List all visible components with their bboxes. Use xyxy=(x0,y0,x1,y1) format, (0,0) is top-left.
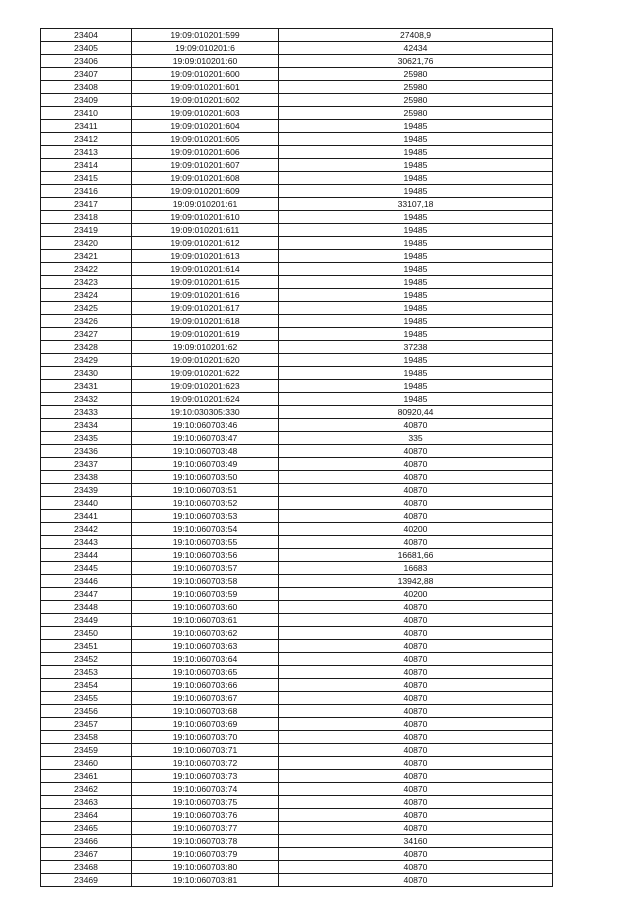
table-row xyxy=(41,458,553,471)
row-number-cell: 23424 xyxy=(41,289,132,302)
cadastral-number-cell: 19:09:010201:616 xyxy=(132,289,279,302)
cadastral-number-cell: 19:10:060703:71 xyxy=(132,744,279,757)
cadastral-number-cell: 19:09:010201:602 xyxy=(132,94,279,107)
value-cell: 40870 xyxy=(279,796,553,809)
value-cell: 34160 xyxy=(279,835,553,848)
row-number-cell: 23408 xyxy=(41,81,132,94)
cadastral-number-cell: 19:10:060703:72 xyxy=(132,757,279,770)
row-number-cell: 23431 xyxy=(41,380,132,393)
cadastral-number-cell: 19:10:060703:70 xyxy=(132,731,279,744)
row-number-cell: 23416 xyxy=(41,185,132,198)
row-number-cell: 23464 xyxy=(41,809,132,822)
row-number-cell: 23417 xyxy=(41,198,132,211)
cadastral-number-cell: 19:09:010201:612 xyxy=(132,237,279,250)
table-row xyxy=(41,835,553,848)
table-row xyxy=(41,536,553,549)
value-cell: 40870 xyxy=(279,679,553,692)
row-number-cell: 23468 xyxy=(41,861,132,874)
value-cell: 19485 xyxy=(279,367,553,380)
cadastral-number-cell: 19:10:060703:68 xyxy=(132,705,279,718)
value-cell: 19485 xyxy=(279,146,553,159)
row-number-cell: 23466 xyxy=(41,835,132,848)
cadastral-number-cell: 19:09:010201:60 xyxy=(132,55,279,68)
row-number-cell: 23439 xyxy=(41,484,132,497)
cadastral-number-cell: 19:10:060703:48 xyxy=(132,445,279,458)
value-cell: 40870 xyxy=(279,497,553,510)
cadastral-number-cell: 19:10:060703:55 xyxy=(132,536,279,549)
row-number-cell: 23432 xyxy=(41,393,132,406)
table-row xyxy=(41,484,553,497)
table-row xyxy=(41,354,553,367)
cadastral-number-cell: 19:10:060703:57 xyxy=(132,562,279,575)
value-cell: 40870 xyxy=(279,445,553,458)
cadastral-number-cell: 19:10:060703:81 xyxy=(132,874,279,887)
cadastral-number-cell: 19:10:060703:78 xyxy=(132,835,279,848)
row-number-cell: 23426 xyxy=(41,315,132,328)
row-number-cell: 23423 xyxy=(41,276,132,289)
value-cell: 40870 xyxy=(279,783,553,796)
cadastral-number-cell: 19:10:060703:56 xyxy=(132,549,279,562)
cadastral-number-cell: 19:10:060703:80 xyxy=(132,861,279,874)
value-cell: 19485 xyxy=(279,354,553,367)
value-cell: 19485 xyxy=(279,302,553,315)
cadastral-number-cell: 19:10:060703:66 xyxy=(132,679,279,692)
row-number-cell: 23434 xyxy=(41,419,132,432)
row-number-cell: 23407 xyxy=(41,68,132,81)
table-row xyxy=(41,81,553,94)
cadastral-number-cell: 19:09:010201:607 xyxy=(132,159,279,172)
cadastral-number-cell: 19:09:010201:623 xyxy=(132,380,279,393)
row-number-cell: 23437 xyxy=(41,458,132,471)
value-cell: 19485 xyxy=(279,263,553,276)
cadastral-number-cell: 19:09:010201:62 xyxy=(132,341,279,354)
cadastral-number-cell: 19:09:010201:605 xyxy=(132,133,279,146)
value-cell: 40870 xyxy=(279,614,553,627)
row-number-cell: 23415 xyxy=(41,172,132,185)
table-row xyxy=(41,172,553,185)
row-number-cell: 23412 xyxy=(41,133,132,146)
row-number-cell: 23456 xyxy=(41,705,132,718)
row-number-cell: 23411 xyxy=(41,120,132,133)
cadastral-number-cell: 19:09:010201:6 xyxy=(132,42,279,55)
cadastral-number-cell: 19:10:060703:74 xyxy=(132,783,279,796)
table-row xyxy=(41,627,553,640)
cadastral-number-cell: 19:10:060703:54 xyxy=(132,523,279,536)
value-cell: 40200 xyxy=(279,523,553,536)
value-cell: 40870 xyxy=(279,510,553,523)
value-cell: 19485 xyxy=(279,328,553,341)
table-row xyxy=(41,783,553,796)
cadastral-number-cell: 19:10:060703:75 xyxy=(132,796,279,809)
value-cell: 16681,66 xyxy=(279,549,553,562)
table-row xyxy=(41,640,553,653)
value-cell: 40200 xyxy=(279,588,553,601)
value-cell: 25980 xyxy=(279,107,553,120)
value-cell: 40870 xyxy=(279,536,553,549)
cadastral-number-cell: 19:09:010201:619 xyxy=(132,328,279,341)
value-cell: 19485 xyxy=(279,393,553,406)
table-row xyxy=(41,445,553,458)
value-cell: 40870 xyxy=(279,744,553,757)
table-row xyxy=(41,471,553,484)
row-number-cell: 23447 xyxy=(41,588,132,601)
value-cell: 30621,76 xyxy=(279,55,553,68)
table-row xyxy=(41,575,553,588)
cadastral-number-cell: 19:10:060703:51 xyxy=(132,484,279,497)
value-cell: 19485 xyxy=(279,250,553,263)
table-row xyxy=(41,588,553,601)
cadastral-number-cell: 19:10:060703:49 xyxy=(132,458,279,471)
table-body xyxy=(41,29,553,887)
row-number-cell: 23430 xyxy=(41,367,132,380)
table-row xyxy=(41,705,553,718)
value-cell: 19485 xyxy=(279,159,553,172)
table-row xyxy=(41,146,553,159)
cadastral-number-cell: 19:09:010201:614 xyxy=(132,263,279,276)
row-number-cell: 23445 xyxy=(41,562,132,575)
cadastral-number-cell: 19:09:010201:611 xyxy=(132,224,279,237)
cadastral-number-cell: 19:10:060703:77 xyxy=(132,822,279,835)
cadastral-number-cell: 19:10:060703:52 xyxy=(132,497,279,510)
table-row xyxy=(41,562,553,575)
table-row xyxy=(41,94,553,107)
row-number-cell: 23451 xyxy=(41,640,132,653)
row-number-cell: 23421 xyxy=(41,250,132,263)
cadastral-number-cell: 19:10:060703:53 xyxy=(132,510,279,523)
cadastral-number-cell: 19:09:010201:617 xyxy=(132,302,279,315)
cadastral-number-cell: 19:10:060703:60 xyxy=(132,601,279,614)
table-row xyxy=(41,185,553,198)
row-number-cell: 23440 xyxy=(41,497,132,510)
table-row xyxy=(41,406,553,419)
cadastral-number-cell: 19:09:010201:601 xyxy=(132,81,279,94)
table-row xyxy=(41,42,553,55)
table-row xyxy=(41,848,553,861)
row-number-cell: 23453 xyxy=(41,666,132,679)
table-row xyxy=(41,198,553,211)
table-row xyxy=(41,133,553,146)
table-row xyxy=(41,731,553,744)
table-row xyxy=(41,653,553,666)
value-cell: 80920,44 xyxy=(279,406,553,419)
cadastral-number-cell: 19:10:060703:50 xyxy=(132,471,279,484)
row-number-cell: 23441 xyxy=(41,510,132,523)
value-cell: 335 xyxy=(279,432,553,445)
value-cell: 19485 xyxy=(279,211,553,224)
table-row xyxy=(41,250,553,263)
table-row xyxy=(41,523,553,536)
row-number-cell: 23433 xyxy=(41,406,132,419)
table-row xyxy=(41,822,553,835)
value-cell: 40870 xyxy=(279,627,553,640)
cadastral-number-cell: 19:09:010201:624 xyxy=(132,393,279,406)
table-row xyxy=(41,497,553,510)
value-cell: 40870 xyxy=(279,601,553,614)
row-number-cell: 23458 xyxy=(41,731,132,744)
row-number-cell: 23443 xyxy=(41,536,132,549)
cadastral-value-table xyxy=(40,28,553,887)
row-number-cell: 23436 xyxy=(41,445,132,458)
value-cell: 40870 xyxy=(279,640,553,653)
value-cell: 40870 xyxy=(279,471,553,484)
table-row xyxy=(41,549,553,562)
cadastral-number-cell: 19:10:060703:73 xyxy=(132,770,279,783)
value-cell: 40870 xyxy=(279,666,553,679)
cadastral-number-cell: 19:10:060703:64 xyxy=(132,653,279,666)
value-cell: 16683 xyxy=(279,562,553,575)
cadastral-number-cell: 19:09:010201:606 xyxy=(132,146,279,159)
table-row xyxy=(41,718,553,731)
table-row xyxy=(41,276,553,289)
table-row xyxy=(41,328,553,341)
row-number-cell: 23419 xyxy=(41,224,132,237)
cadastral-number-cell: 19:09:010201:622 xyxy=(132,367,279,380)
cadastral-number-cell: 19:09:010201:599 xyxy=(132,29,279,42)
value-cell: 40870 xyxy=(279,770,553,783)
table-row xyxy=(41,796,553,809)
row-number-cell: 23438 xyxy=(41,471,132,484)
value-cell: 37238 xyxy=(279,341,553,354)
cadastral-number-cell: 19:09:010201:620 xyxy=(132,354,279,367)
row-number-cell: 23427 xyxy=(41,328,132,341)
value-cell: 19485 xyxy=(279,224,553,237)
table-row xyxy=(41,315,553,328)
table-row xyxy=(41,159,553,172)
table-row xyxy=(41,874,553,887)
cadastral-number-cell: 19:09:010201:608 xyxy=(132,172,279,185)
value-cell: 40870 xyxy=(279,757,553,770)
value-cell: 19485 xyxy=(279,185,553,198)
table-row xyxy=(41,302,553,315)
value-cell: 40870 xyxy=(279,653,553,666)
row-number-cell: 23469 xyxy=(41,874,132,887)
value-cell: 40870 xyxy=(279,718,553,731)
cadastral-number-cell: 19:09:010201:609 xyxy=(132,185,279,198)
row-number-cell: 23450 xyxy=(41,627,132,640)
table-row xyxy=(41,263,553,276)
table-row xyxy=(41,55,553,68)
table-row xyxy=(41,29,553,42)
table-row xyxy=(41,770,553,783)
cadastral-number-cell: 19:10:060703:65 xyxy=(132,666,279,679)
row-number-cell: 23406 xyxy=(41,55,132,68)
cadastral-number-cell: 19:10:060703:58 xyxy=(132,575,279,588)
cadastral-number-cell: 19:09:010201:604 xyxy=(132,120,279,133)
row-number-cell: 23462 xyxy=(41,783,132,796)
row-number-cell: 23465 xyxy=(41,822,132,835)
table-row xyxy=(41,107,553,120)
value-cell: 40870 xyxy=(279,705,553,718)
table-row xyxy=(41,419,553,432)
row-number-cell: 23442 xyxy=(41,523,132,536)
value-cell: 25980 xyxy=(279,68,553,81)
value-cell: 40870 xyxy=(279,484,553,497)
value-cell: 25980 xyxy=(279,94,553,107)
row-number-cell: 23461 xyxy=(41,770,132,783)
row-number-cell: 23457 xyxy=(41,718,132,731)
row-number-cell: 23420 xyxy=(41,237,132,250)
value-cell: 19485 xyxy=(279,120,553,133)
table-row xyxy=(41,68,553,81)
table-row xyxy=(41,861,553,874)
cadastral-number-cell: 19:10:060703:59 xyxy=(132,588,279,601)
row-number-cell: 23448 xyxy=(41,601,132,614)
cadastral-number-cell: 19:10:060703:69 xyxy=(132,718,279,731)
table-row xyxy=(41,341,553,354)
cadastral-number-cell: 19:09:010201:603 xyxy=(132,107,279,120)
value-cell: 19485 xyxy=(279,237,553,250)
row-number-cell: 23429 xyxy=(41,354,132,367)
row-number-cell: 23459 xyxy=(41,744,132,757)
value-cell: 40870 xyxy=(279,861,553,874)
row-number-cell: 23405 xyxy=(41,42,132,55)
cadastral-number-cell: 19:10:060703:62 xyxy=(132,627,279,640)
row-number-cell: 23444 xyxy=(41,549,132,562)
value-cell: 42434 xyxy=(279,42,553,55)
row-number-cell: 23449 xyxy=(41,614,132,627)
cadastral-number-cell: 19:10:060703:79 xyxy=(132,848,279,861)
value-cell: 19485 xyxy=(279,133,553,146)
value-cell: 19485 xyxy=(279,172,553,185)
cadastral-number-cell: 19:10:060703:61 xyxy=(132,614,279,627)
row-number-cell: 23452 xyxy=(41,653,132,666)
value-cell: 13942,88 xyxy=(279,575,553,588)
value-cell: 19485 xyxy=(279,289,553,302)
value-cell: 40870 xyxy=(279,874,553,887)
table-row xyxy=(41,744,553,757)
table-row xyxy=(41,367,553,380)
table-row xyxy=(41,679,553,692)
cadastral-number-cell: 19:10:030305:330 xyxy=(132,406,279,419)
row-number-cell: 23454 xyxy=(41,679,132,692)
table-row xyxy=(41,692,553,705)
row-number-cell: 23463 xyxy=(41,796,132,809)
table-row xyxy=(41,432,553,445)
table-row xyxy=(41,380,553,393)
value-cell: 40870 xyxy=(279,731,553,744)
cadastral-number-cell: 19:09:010201:618 xyxy=(132,315,279,328)
table-row xyxy=(41,237,553,250)
cadastral-number-cell: 19:10:060703:46 xyxy=(132,419,279,432)
value-cell: 40870 xyxy=(279,692,553,705)
value-cell: 19485 xyxy=(279,315,553,328)
row-number-cell: 23410 xyxy=(41,107,132,120)
cadastral-number-cell: 19:09:010201:610 xyxy=(132,211,279,224)
row-number-cell: 23404 xyxy=(41,29,132,42)
value-cell: 40870 xyxy=(279,458,553,471)
table-row xyxy=(41,393,553,406)
cadastral-number-cell: 19:10:060703:63 xyxy=(132,640,279,653)
value-cell: 40870 xyxy=(279,848,553,861)
table-row xyxy=(41,809,553,822)
value-cell: 19485 xyxy=(279,276,553,289)
cadastral-number-cell: 19:09:010201:613 xyxy=(132,250,279,263)
value-cell: 40870 xyxy=(279,419,553,432)
row-number-cell: 23428 xyxy=(41,341,132,354)
table-row xyxy=(41,666,553,679)
table-row xyxy=(41,224,553,237)
value-cell: 27408,9 xyxy=(279,29,553,42)
value-cell: 40870 xyxy=(279,809,553,822)
cadastral-number-cell: 19:09:010201:600 xyxy=(132,68,279,81)
value-cell: 19485 xyxy=(279,380,553,393)
table-row xyxy=(41,601,553,614)
row-number-cell: 23455 xyxy=(41,692,132,705)
cadastral-number-cell: 19:09:010201:615 xyxy=(132,276,279,289)
row-number-cell: 23425 xyxy=(41,302,132,315)
table-row xyxy=(41,289,553,302)
value-cell: 40870 xyxy=(279,822,553,835)
row-number-cell: 23435 xyxy=(41,432,132,445)
table-row xyxy=(41,510,553,523)
row-number-cell: 23446 xyxy=(41,575,132,588)
cadastral-number-cell: 19:10:060703:47 xyxy=(132,432,279,445)
row-number-cell: 23467 xyxy=(41,848,132,861)
value-cell: 33107,18 xyxy=(279,198,553,211)
row-number-cell: 23414 xyxy=(41,159,132,172)
row-number-cell: 23409 xyxy=(41,94,132,107)
cadastral-number-cell: 19:10:060703:67 xyxy=(132,692,279,705)
row-number-cell: 23460 xyxy=(41,757,132,770)
table-row xyxy=(41,120,553,133)
table-row xyxy=(41,757,553,770)
cadastral-number-cell: 19:10:060703:76 xyxy=(132,809,279,822)
cadastral-number-cell: 19:09:010201:61 xyxy=(132,198,279,211)
row-number-cell: 23418 xyxy=(41,211,132,224)
table-row xyxy=(41,211,553,224)
value-cell: 25980 xyxy=(279,81,553,94)
table-row xyxy=(41,614,553,627)
row-number-cell: 23413 xyxy=(41,146,132,159)
row-number-cell: 23422 xyxy=(41,263,132,276)
